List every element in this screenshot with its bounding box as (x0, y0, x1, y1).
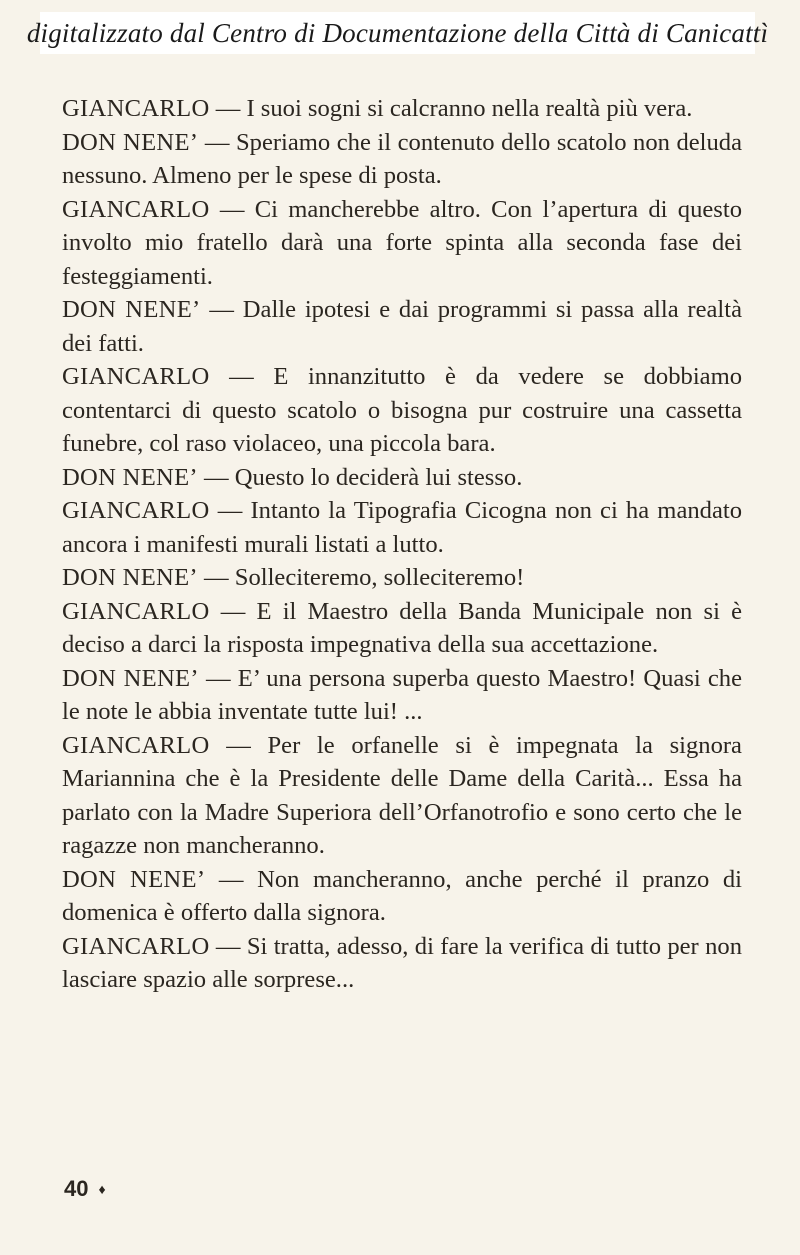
dialogue-line (62, 561, 742, 595)
dialogue-line (62, 662, 742, 729)
dialogue-line (62, 863, 742, 930)
dash-separator: — (229, 363, 254, 390)
dialogue-speech: Dalle ipotesi e dai programmi si passa alla realtà dei fatti. (62, 296, 743, 357)
dash-separator: — (220, 597, 246, 625)
dialogue-speech: Si tratta, adesso, di fare la verifica di tutto per non lasciare spazio alle sorprese... (62, 932, 742, 993)
speaker-name: GIANCARLO (62, 195, 210, 223)
dash-separator: — (204, 128, 230, 156)
dialogue-text (62, 92, 742, 997)
dialogue-speech: Solleciteremo, solleciteremo! (234, 564, 525, 591)
dialogue-speech: Ci mancherebbe altro. Con l’apertura di questo involto mio fratello darà una forte spinta alla seconda fase dei festeggiamenti. (62, 195, 742, 290)
dialogue-line (62, 930, 742, 997)
speaker-name: GIANCARLO (62, 95, 210, 122)
speaker-name: GIANCARLO (62, 497, 210, 524)
dialogue-line (62, 92, 742, 126)
dialogue-speech: Intanto la Tipografia Cicogna non ci ha mandato ancora i manifesti murali listati a lutto. (62, 497, 742, 558)
speaker-name: GIANCARLO (62, 363, 210, 390)
dash-separator: — (209, 296, 234, 323)
speaker-name: GIANCARLO (62, 932, 210, 960)
dialogue-line (62, 193, 742, 294)
dash-separator: — (204, 564, 229, 591)
dialogue-line (62, 360, 742, 461)
dialogue-line (62, 729, 742, 863)
speaker-name: DON NENE’ (62, 865, 206, 893)
digitization-watermark: digitalizzato dal Centro di Documentazione della Città di Canicattì (40, 12, 755, 54)
dash-separator: — (226, 731, 251, 759)
dialogue-speech: Questo lo deciderà lui stesso. (234, 463, 523, 491)
dialogue-line (62, 293, 742, 360)
speaker-name: GIANCARLO (62, 731, 210, 759)
dialogue-speech: E il Maestro della Banda Municipale non si è deciso a darci la risposta impegnativa della sua accettazione. (62, 597, 743, 658)
page-number: 40 (64, 1176, 89, 1201)
dash-separator: — (206, 664, 231, 692)
diamond-ornament-icon: ♦ (98, 1181, 106, 1197)
dialogue-line (62, 494, 742, 561)
dash-separator: — (218, 865, 244, 893)
dialogue-line (62, 461, 742, 495)
dash-separator: — (215, 95, 241, 122)
dash-separator: — (215, 932, 241, 960)
dash-separator: — (217, 497, 243, 524)
dialogue-line (62, 126, 742, 193)
speaker-name: DON NENE’ (62, 664, 199, 692)
dialogue-speech: I suoi sogni si calcranno nella realtà più vera. (246, 95, 693, 122)
dialogue-speech: Speriamo che il contenuto dello scatolo non deluda nessuno. Almeno per le spese di posta. (62, 128, 743, 189)
dialogue-speech: E innanzitutto è da vedere se dobbiamo contentarci di questo scatolo o bisogna pur costruire una cassetta funebre, col raso violaceo, una piccola bara. (62, 363, 742, 457)
speaker-name: DON NENE’ (62, 296, 201, 323)
speaker-name: GIANCARLO (62, 597, 210, 625)
dialogue-line (62, 595, 742, 662)
speaker-name: DON NENE’ (62, 564, 198, 591)
page-footer (64, 1176, 106, 1202)
dialogue-speech: Non mancheranno, anche perché il pranzo di domenica è offerto dalla signora. (62, 865, 743, 926)
speaker-name: DON NENE’ (62, 463, 198, 491)
dialogue-speech: Per le orfanelle si è impegnata la signora Mariannina che è la Presidente delle Dame della Carità... Essa ha parlato con la Madre Superiora dell’Orfanotrofio e sono certo che le ragazze non mancheranno. (62, 731, 742, 859)
speaker-name: DON NENE’ (62, 128, 199, 156)
dash-separator: — (204, 463, 229, 491)
dialogue-speech: E’ una persona superba questo Maestro! Quasi che le note le abbia inventate tutte lui! ... (62, 664, 743, 725)
dash-separator: — (219, 195, 245, 223)
